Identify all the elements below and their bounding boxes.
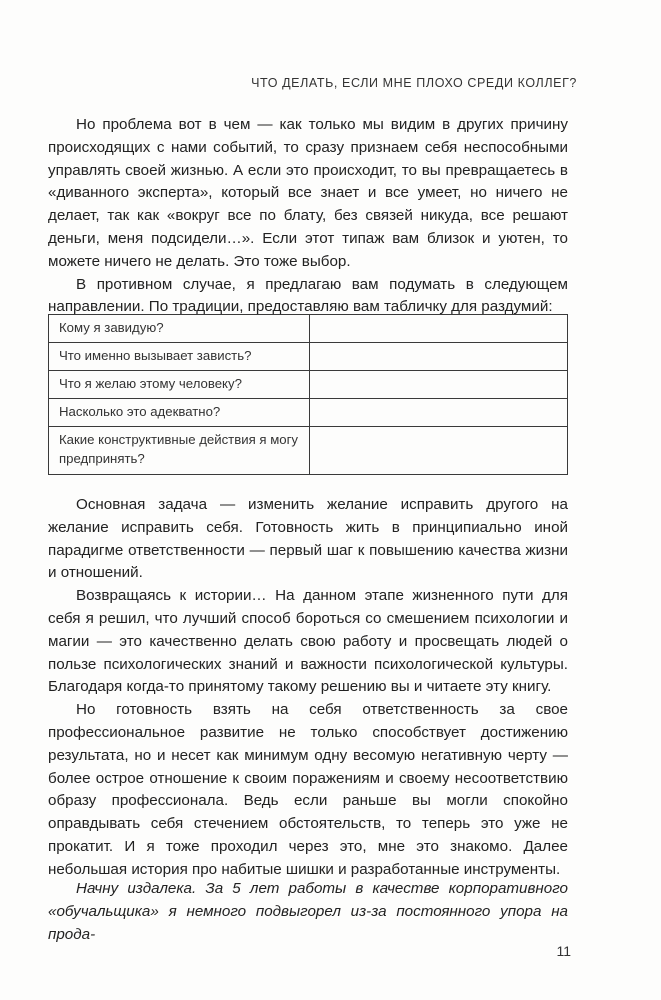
answer-cell [310, 343, 568, 371]
paragraph: В противном случае, я предлагаю вам подумать в следующем направлении. По традиции, предоставляю вам табличку для раздумий: [48, 275, 568, 316]
table-row [49, 371, 568, 399]
paragraph: Но готовность взять на себя ответственность за свое профессиональное развитие не только способствует достижению результата, но и несет как минимум одну весомую негативную черту — более острое отношение к своим поражениям и своему несоответствию образу профессионала. Ведь если раньше вы могли спокойно оправдывать себя стечением обстоятельств, то теперь это уже не прокатит. И я тоже проходил через это, мне это знакомо. Далее небольшая история про набитые шишки и разработанные инструменты. [48, 701, 568, 878]
paragraph: Основная задача — изменить желание исправить другого на желание исправить себя. Готовность жить в принципиально иной парадигме ответственности — первый шаг к повышению качества жизни и отношений. [48, 496, 568, 582]
text-section-intro [48, 114, 568, 319]
paragraph: Но проблема вот в чем — как только мы видим в других причину происходящих с нами событий, то сразу признаем себя неспособными управлять своей жизнью. А если это происходит, то вы превращаетесь в «диванного эксперта», который все знает и все умеет, но ничего не делает, так как «вокруг все по блату, без связей никуда, все решают деньги, меня подсидели…». Если этот типаж вам близок и уютен, то можете ничего не делать. Это тоже выбор. [48, 116, 568, 270]
text-section-main [48, 494, 568, 882]
question-cell: Насколько это адекватно? [49, 399, 310, 427]
italic-paragraph: Начну издалека. За 5 лет работы в качестве корпоративного «обучальщика» я немного подвыгорел из-за постоянного упора на прода- [48, 880, 568, 943]
reflection-table [48, 314, 568, 475]
answer-cell [310, 399, 568, 427]
table-row [49, 343, 568, 371]
table-row [49, 315, 568, 343]
running-header: ЧТО ДЕЛАТЬ, ЕСЛИ МНЕ ПЛОХО СРЕДИ КОЛЛЕГ? [251, 76, 577, 90]
question-cell: Что именно вызывает зависть? [49, 343, 310, 371]
question-cell: Какие конструктивные действия я могу предпринять? [49, 427, 310, 475]
question-cell: Кому я завидую? [49, 315, 310, 343]
page-number: 11 [556, 943, 571, 959]
question-cell: Что я желаю этому человеку? [49, 371, 310, 399]
table-row [49, 399, 568, 427]
answer-cell [310, 315, 568, 343]
answer-cell [310, 427, 568, 475]
table-row [49, 427, 568, 475]
text-section-story [48, 878, 568, 946]
answer-cell [310, 371, 568, 399]
paragraph: Возвращаясь к истории… На данном этапе жизненного пути для себя я решил, что лучший способ бороться со смешением психологии и магии — это качественно делать свою работу и просвещать людей о пользе психологических знаний и важности психологической культуры. Благодаря когда-то принятому такому решению вы и читаете эту книгу. [48, 587, 568, 696]
